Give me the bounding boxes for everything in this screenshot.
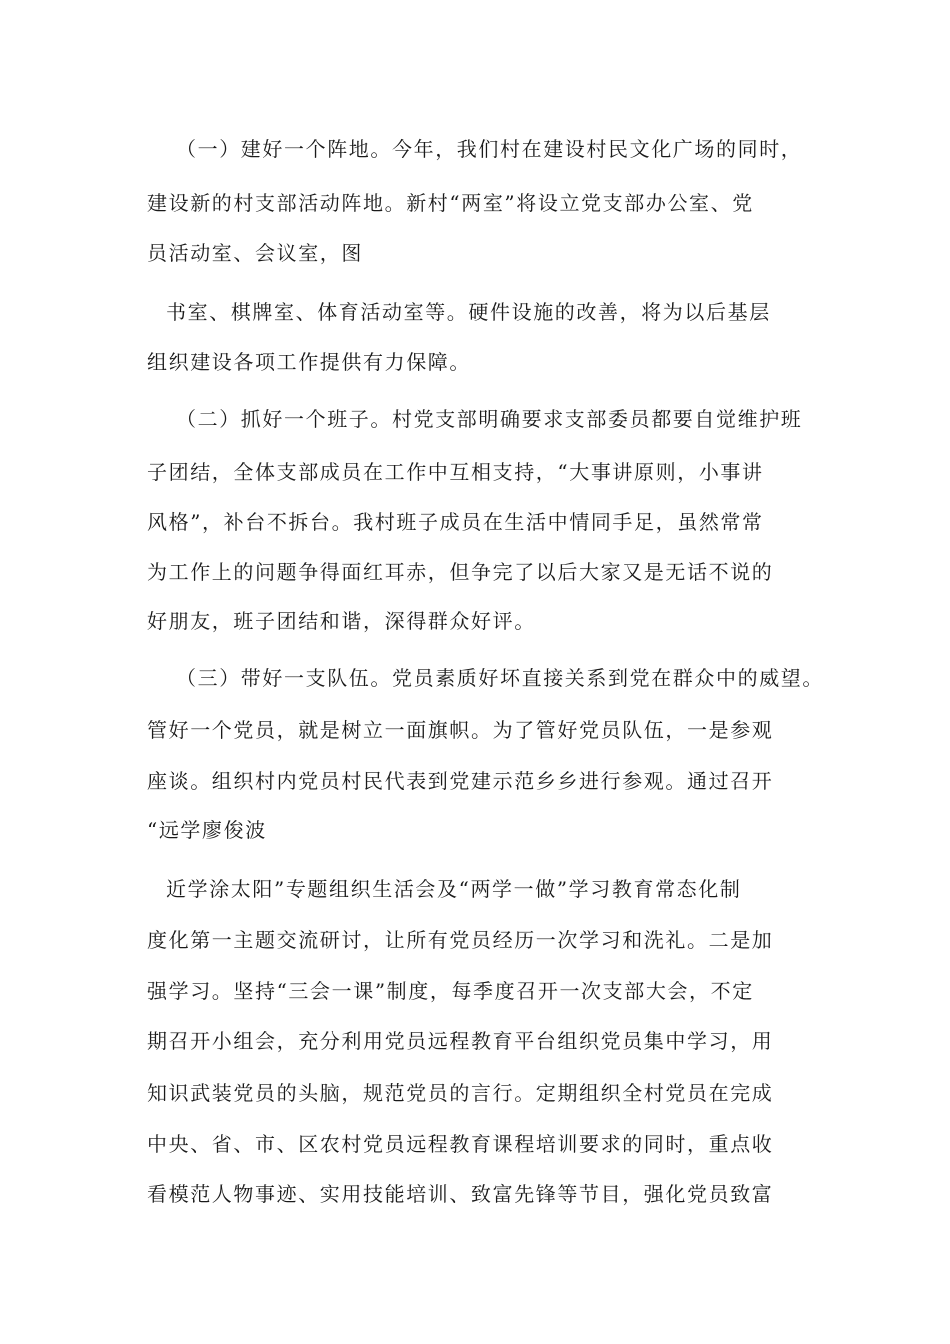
text-line: 书室、棋牌室、体育活动室等。硬件设施的改善，将为以后基层 bbox=[166, 300, 771, 324]
text-line: 座谈。组织村内党员村民代表到党建示范乡乡进行参观。通过召开 bbox=[147, 769, 774, 793]
text-line: （一）建好一个阵地。今年，我们村在建设村民文化广场的同时， bbox=[176, 137, 803, 161]
text-line: 建设新的村支部活动阵地。新村“两室”将设立党支部办公室、党 bbox=[147, 191, 754, 215]
text-line: 知识武装党员的头脑，规范党员的言行。定期组织全村党员在完成 bbox=[147, 1081, 774, 1105]
text-line: 看模范人物事迹、实用技能培训、致富先锋等节目，强化党员致富 bbox=[147, 1182, 774, 1206]
text-line: 好朋友，班子团结和谐，深得群众好评。 bbox=[147, 609, 536, 633]
text-line: 管好一个党员，就是树立一面旗帜。为了管好党员队伍，一是参观 bbox=[147, 718, 774, 742]
text-line: 组织建设各项工作提供有力保障。 bbox=[147, 350, 471, 374]
text-line: 度化第一主题交流研讨，让所有党员经历一次学习和洗礼。二是加 bbox=[147, 928, 774, 952]
text-line: “远学廖俊波 bbox=[147, 818, 267, 842]
text-line: 为工作上的问题争得面红耳赤，但争完了以后大家又是无话不说的 bbox=[147, 560, 774, 584]
text-line: 强学习。坚持“三会一课”制度，每季度召开一次支部大会，不定 bbox=[147, 979, 754, 1003]
text-line: 近学涂太阳”专题组织生活会及“两学一做”学习教育常态化制 bbox=[166, 877, 742, 901]
text-line: 员活动室、会议室，图 bbox=[147, 241, 363, 265]
text-line: 风格”，补台不拆台。我村班子成员在生活中情同手足，虽然常常 bbox=[147, 510, 764, 534]
text-line: （三）带好一支队伍。党员素质好坏直接关系到党在群众中的威望。 bbox=[176, 666, 824, 690]
text-line: 子团结，全体支部成员在工作中互相支持，“大事讲原则，小事讲 bbox=[147, 460, 764, 484]
text-line: 期召开小组会，充分利用党员远程教育平台组织党员集中学习，用 bbox=[147, 1029, 774, 1053]
text-line: （二）抓好一个班子。村党支部明确要求支部委员都要自觉维护班 bbox=[176, 407, 803, 431]
text-line: 中央、省、市、区农村党员远程教育课程培训要求的同时，重点收 bbox=[147, 1132, 774, 1156]
